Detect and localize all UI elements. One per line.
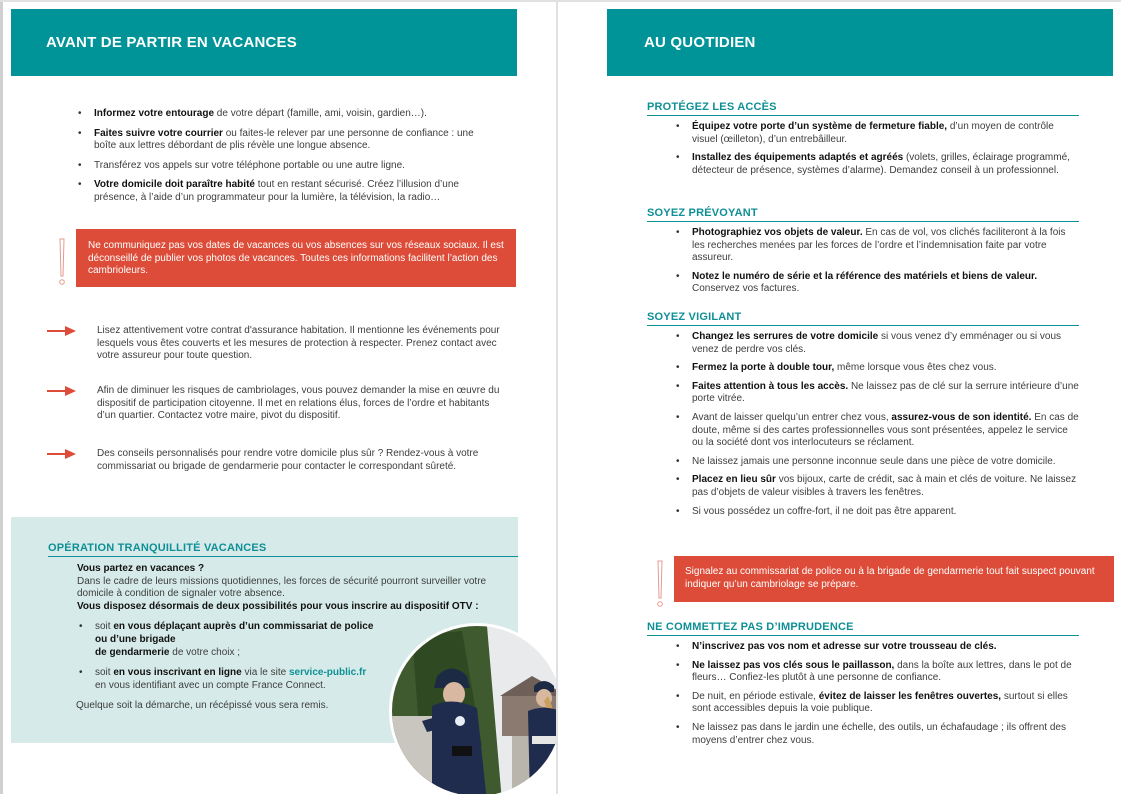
list-item: • Votre domicile doit paraître habité tout en restant sécurisé. Créez l’illusion d’une présence, à l’aide d’un programmateur pour la lumière, la télévision, la radio… (76, 179, 496, 204)
service-public-link[interactable]: service-public.fr (288, 667, 367, 679)
section-title: SOYEZ VIGILANT (647, 311, 1079, 326)
list-item: • Ne laissez jamais une personne inconnue seule dans une pièce de votre domicile. (674, 456, 1079, 469)
section-list (647, 227, 1079, 296)
arrow-right-icon (47, 448, 77, 460)
list-item: • Si vous possédez un coffre-fort, il ne doit pas être apparent. (674, 506, 1079, 519)
departure-checklist (76, 108, 496, 212)
section-title: SOYEZ PRÉVOYANT (647, 207, 1079, 222)
exclamation-icon (57, 238, 67, 286)
otv-lead: Vous disposez désormais de deux possibilités pour vous inscrire au dispositif OTV : (77, 600, 479, 612)
section-list (647, 331, 1079, 518)
section-soyez-vigilant (647, 311, 1079, 524)
otv-title: OPÉRATION TRANQUILLITÉ VACANCES (48, 542, 518, 557)
insurance-tip: Lisez attentivement votre contrat d'assurance habitation. Il mentionne les événements pour lesquels vous êtes couverts et les mesures de protection à respecter. Prenez contact avec votre assureur pour toute question. (47, 325, 507, 363)
citizen-participation-tip: Afin de diminuer les risques de cambriolages, vous pouvez demander la mise en œuvre du dispositif de participation citoyenne. Il met en relations élus, forces de l’ordre et habitants d’un quartier. Contactez votre maire, pivot du dispositif. (47, 385, 507, 423)
arrow-right-icon (47, 385, 77, 397)
list-item: • Faites attention à tous les accès. Ne laissez pas de clé sur la serrure intérieure d’une porte vitrée. (674, 381, 1079, 406)
list-item: • Photographiez vos objets de valeur. En cas de vol, vos clichés faciliteront à la fois les recherches menées par les forces de l’ordre et l’indemnisation faite par votre assureur. (674, 227, 1079, 265)
list-item: • Faites suivre votre courrier ou faites-le relever par une personne de confiance : une boîte aux lettres débordant de plis révèle une longue absence. (76, 128, 496, 153)
list-item: • Informez votre entourage de votre départ (famille, ami, voisin, gardien…). (76, 108, 496, 121)
list-item: • N’inscrivez pas vos nom et adresse sur votre trousseau de clés. (674, 641, 1079, 654)
list-item: • Avant de laisser quelqu’un entrer chez vous, assurez-vous de son identité. En cas de doute, même si des cartes professionnelles vous sont présentées, appelez le service ou la société dont vos interlocuteurs se réclament. (674, 412, 1079, 450)
otv-option-online: • soit en vous inscrivant en ligne via le site service-public.fr en vous identifiant avec un compte France Connect. (77, 667, 387, 692)
section-list (647, 121, 1079, 177)
list-item: • Placez en lieu sûr vos bijoux, carte de crédit, sac à main et clés de voiture. Ne laissez pas d’objets de valeur visibles à travers les fenêtres. (674, 474, 1079, 499)
list-item: • Installez des équipements adaptés et agréés (volets, grilles, éclairage programmé, détecteur de présence, systèmes d’alarme). Demandez conseil à un professionnel. (674, 152, 1079, 177)
list-item: • Changez les serrures de votre domicile si vous venez d’y emménager ou si vous venez de perdre vos clés. (674, 331, 1079, 356)
security-advisor-tip: Des conseils personnalisés pour rendre votre domicile plus sûr ? Rendez-vous à votre commissariat ou brigade de gendarmerie pour contacter le correspondant sûreté. (47, 448, 507, 473)
section-soyez-prevoyant (647, 207, 1079, 302)
banner-avant-de-partir (11, 9, 517, 76)
left-page (0, 2, 556, 794)
section-title: NE COMMETTEZ PAS D’IMPRUDENCE (647, 621, 1079, 636)
list-item: • Ne laissez pas vos clés sous le paillasson, dans la boîte aux lettres, dans le pot de fleurs… Confiez-les plutôt à une personne de confiance. (674, 660, 1079, 685)
photo-illustration (392, 626, 556, 794)
otv-option-in-person: • soit en vous déplaçant auprès d’un commissariat de police ou d’une brigade de gendarmerie de votre choix ; (77, 621, 387, 659)
section-list (647, 641, 1079, 747)
police-officers-photo (389, 623, 556, 794)
list-item: • Équipez votre porte d’un système de fermeture fiable, d’un moyen de contrôle visuel (œilleton), d’un entrebâilleur. (674, 121, 1079, 146)
list-item: • Notez le numéro de série et la référence des matériels et biens de valeur. Conservez vos factures. (674, 271, 1079, 296)
list-item: • Transférez vos appels sur votre téléphone portable ou une autre ligne. (76, 160, 496, 173)
arrow-right-icon (47, 325, 77, 337)
section-title: PROTÉGEZ LES ACCÈS (647, 101, 1079, 116)
otv-footer: Quelque soit la démarche, un récépissé vous sera remis. (76, 700, 329, 712)
list-item: • Ne laissez pas dans le jardin une échelle, des outils, un échafaudage ; ils offrent des moyens d’entrer chez vous. (674, 722, 1079, 747)
otv-intro: Dans le cadre de leurs missions quotidiennes, les forces de sécurité pourront surveiller votre domicile à condition de signaler votre absence. (77, 575, 487, 600)
list-item: • De nuit, en période estivale, évitez de laisser les fenêtres ouvertes, surtout si elles sont accessibles depuis la voie publique. (674, 691, 1079, 716)
section-ne-commettez-pas (647, 621, 1079, 753)
banner-title: AU QUOTIDIEN (644, 34, 756, 51)
social-media-warning: Ne communiquez pas vos dates de vacances ou vos absences sur vos réseaux sociaux. Il est déconseillé de publier vos photos de vacances. Toutes ces informations facilitent l’action des cambrioleurs. (76, 229, 516, 287)
suspicious-activity-warning: Signalez au commissariat de police ou à la brigade de gendarmerie tout fait suspect pouvant indiquer qu’un cambriolage se prépare. (674, 556, 1114, 602)
section-protegez-les-acces (647, 101, 1079, 183)
banner-au-quotidien (607, 9, 1113, 76)
list-item: • Fermez la porte à double tour, même lorsque vous êtes chez vous. (674, 362, 1079, 375)
otv-question: Vous partez en vacances ? (77, 563, 205, 574)
right-page (558, 2, 1121, 794)
exclamation-icon (655, 560, 665, 608)
banner-title: AVANT DE PARTIR EN VACANCES (46, 34, 297, 51)
